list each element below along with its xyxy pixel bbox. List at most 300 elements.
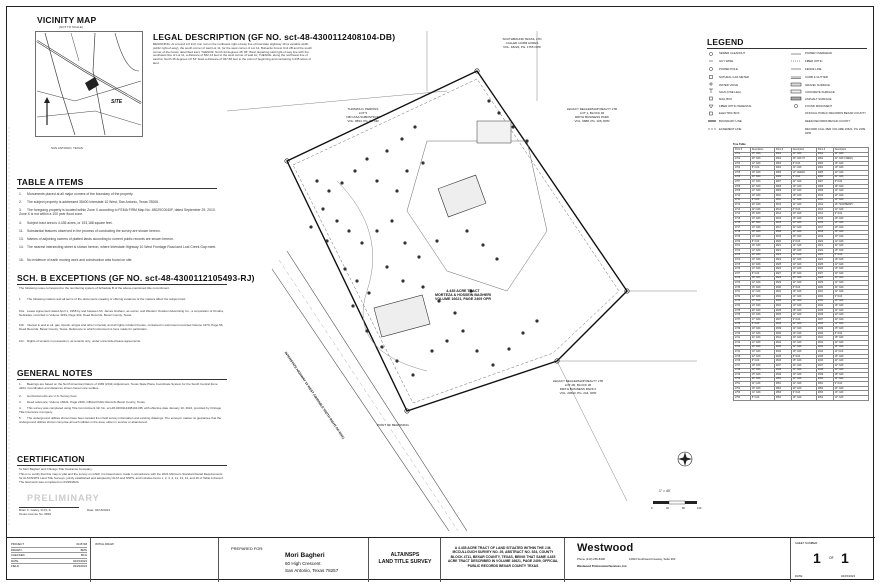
tree-table-cell: 2720 [734,239,751,244]
tree-table-cell: 16" HACKBERRY [833,203,868,208]
tree-table-cell: 2917 [816,226,833,231]
legend-item: WATER VALVE [719,83,739,87]
tree-table-cell: 10" OAK [750,304,774,309]
tree-table-cell: 14" OAK [791,203,816,208]
tree-table-cell: 2719 [734,235,751,240]
tree-table-cell: 2804 [774,166,791,171]
tree-table-cell: 8" OAK [750,166,774,171]
tree-table-cell: 2812 [774,203,791,208]
tree-table-cell: 8" OAK [833,253,868,258]
tree-table-cell: 20" OAK [750,253,774,258]
tree-table-cell: 2914 [816,212,833,217]
tree-table-cell: 9" OAK [750,359,774,364]
schedule-b-item: 10a. Lease Agreement dated April 1, 1958 by and between Mr. James Graham, as owner, and Western Outdoor Advertising Co., a corporation of Omaha, Nebraska, recorded in Volume 4159, Page 432, Deed Records, Bexar County, Texas. [19,309,224,317]
tree-table-cell: 2825 [774,262,791,267]
tree-table-cell: 2839 [774,327,791,332]
legend-item: FOUND MONUMENT [805,104,833,108]
tree-table-cell: 24" OAK [833,386,868,391]
tree-table-cell: 2942 [816,340,833,345]
tree-table-cell: 2709 [734,189,751,194]
tree-table-cell: 17" OAK [750,317,774,322]
tree-table-cell: 2932 [816,295,833,300]
tree-table-cell: 2730 [734,285,751,290]
tree-table-header: Point # [774,148,791,153]
top-right-owner-label: SOUTHBOUND TEXAS, LTD CALLED 13.893 ACRES VOL. 18222, PG. 1765 OPR [502,37,542,49]
company-address: 12603 Southwest Freeway, Suite 300 [629,557,676,561]
certification-title: CERTIFICATION [17,454,85,464]
tree-table-cell: 2836 [774,313,791,318]
tree-table-cell: 15" OAK [791,216,816,221]
tree-table-cell: 2938 [816,322,833,327]
tree-table-cell: 2726 [734,267,751,272]
tree-table-cell: 2749 [734,373,751,378]
tree-table-cell: 2954 [816,396,833,401]
certification-date: Date: 04/15/2024 [87,508,111,512]
tree-table-cell: 22" OAK [791,322,816,327]
tree-table-cell: 12" OAK [791,230,816,235]
project-info-row: FIELD 03/29/2024 [11,564,87,569]
certification-to: To Mori Bagheri and Chicago Title Insurance Company: [19,467,93,471]
tree-table-cell: 2733 [734,299,751,304]
table-a-item: 1. Monuments placed at all major corners of the boundary of the property. [19,192,134,196]
tree-table-cell: 2716 [734,221,751,226]
tree-table-cell: 14" OAK [791,244,816,249]
tree-table-cell: 12" OAK [750,161,774,166]
easement-line [293,79,619,403]
tree-table-cell: 32" OAK 3 MESQ [833,157,868,162]
tree-table-cell: 18" OAK [791,396,816,401]
tree-table-cell: 2929 [816,281,833,286]
tree-table-cell: 24" OAK [833,152,868,157]
tree-table-cell: 2838 [774,322,791,327]
tree-table-cell: 2750 [734,377,751,382]
tree-table-cell: 9" OAK [750,272,774,277]
tree-table-cell: 16" OAK [833,391,868,396]
schedule-b-item: 10c. Rights of tenants in possession, as tenants only, under unrecorded lease agreements. [19,339,142,343]
tree-table-cell: 2852 [774,386,791,391]
tree-table-cell: 16" OAK [750,285,774,290]
tree-table-cell: 2948 [816,368,833,373]
tree-table-cell: 2912 [816,203,833,208]
tree-table-cell: 2752 [734,386,751,391]
tree-table-cell: 16" OAK [833,161,868,166]
tree-table-cell: 2823 [774,253,791,258]
survey-type-block [369,538,441,582]
tree-table-cell: 2735 [734,308,751,313]
table-a-item: 4. Subject tract area is 4.435 acres, or 193,188 square feet. [19,221,113,225]
tree-table-cell: 24" OAK [833,285,868,290]
tree-table-cell: 14" OAK [750,180,774,185]
tree-table-cell: 9" OAK [833,295,868,300]
tree-table-cell: 2905 [816,170,833,175]
sheet-total: 1 [841,550,849,566]
tree-table-grid [733,147,869,401]
tree-table-cell: 16" OAK [833,230,868,235]
tree-table-cell: 2828 [774,276,791,281]
tree-table-cell: 12" OAK [791,281,816,286]
legend-item: FIBER OPTIC [805,59,823,63]
tree-table-cell: 12" OAK [833,363,868,368]
tree-table-cell: 2816 [774,221,791,226]
tree-table-cell: 10" OAK [750,226,774,231]
tree-table-cell: 2845 [774,354,791,359]
legend-item: GRAVEL SURFACE [805,83,831,87]
tree-table-cell: 2953 [816,391,833,396]
tree-table-cell: 22" OAK [791,258,816,263]
survey-type-line-1: ALTA/NSPS [390,552,420,558]
legend-item: POWER OVERHEAD [805,51,833,55]
project-info-row: DATE 04/15/2024 [11,558,87,563]
tree-table-cell: 2841 [774,336,791,341]
tree-table-cell: 2731 [734,290,751,295]
tree-table-cell: 9" OAK [791,239,816,244]
tree-table-cell: 14" OAK [833,308,868,313]
tree-table-cell: 2814 [774,212,791,217]
tree-table-cell: 16" OAK [750,345,774,350]
legend-item: CURB & GUTTER [805,75,828,79]
tree-table-cell: 9" OAK [750,198,774,203]
tree-table-cell: 2806 [774,175,791,180]
tree-table-cell: 2728 [734,276,751,281]
tree-table-cell: 2713 [734,207,751,212]
tree-table-cell: 2906 [816,175,833,180]
vicinity-city-label: SAN ANTONIO, TEXAS [51,146,83,150]
tree-table-header: Description [750,148,774,153]
tract-label: 4.435 ACRE TRACT MORTEZA & HOSSEIN BAGHERI VOLUME 16621, PAGE 2409 OPR [434,289,492,301]
tree-table-cell: 2708 [734,184,751,189]
tree-table-cell: 2833 [774,299,791,304]
tree-table-cell: 2936 [816,313,833,318]
tree-table-cell: 2819 [774,235,791,240]
tree-table-cell: 2831 [774,290,791,295]
tree-table-cell: 2815 [774,216,791,221]
tree-table-cell: 2707 [734,180,751,185]
tree-table-cell: 2907 [816,180,833,185]
tree-table-cell: 13" OAK [750,216,774,221]
table-a-item: 14. The nearest intersecting street is shown hereon, where Interstate Highway 10 West Frontage Road and Lost Creek Gap meet. [19,245,217,249]
tree-table-cell: 20" OAK [833,272,868,277]
tree-table-cell: 2710 [734,193,751,198]
tree-table-cell: 16" OAK [833,267,868,272]
tree-table-cell: 12" OAK [791,152,816,157]
tree-table-cell: 2732 [734,295,751,300]
tree-table-cell: 2754 [734,396,751,401]
tree-table-cell: 2834 [774,304,791,309]
tree-table-cell: 2813 [774,207,791,212]
project-info-row: DRAWN BMG [11,547,87,552]
tree-table-cell: 14" OAK [750,267,774,272]
tree-table-cell: 24" OAK [750,262,774,267]
tree-table-cell: 12" OAK [833,290,868,295]
tree-table-cell: 2818 [774,230,791,235]
tract-description-block [441,538,565,582]
general-note-item: 4. This survey was completed using Title Commitment GF No. sct-48-4300112408104-DB, with effective date January 10, 2024, provided by Chicago Title Insurance Company. [19,406,222,414]
tree-table-cell: 2821 [774,244,791,249]
tree-table-cell: 2950 [816,377,833,382]
tree-table-cell: 2939 [816,327,833,332]
tree-table-cell: 20" OAK [750,377,774,382]
tree-table-cell: 2803 [774,161,791,166]
tree-table [733,147,869,533]
sheet-number-label: SHEET NUMBER: [795,541,818,545]
legal-description-title: LEGAL DESCRIPTION (GF NO. sct-48-4300112408104-DB) [153,32,396,42]
tree-table-cell: 10" OAK [791,262,816,267]
tree-table-cell: 9" OAK [791,175,816,180]
tree-table-cell: 2933 [816,299,833,304]
tree-table-cell: 20" OAK [791,336,816,341]
tree-table-cell: 10" OAK [833,368,868,373]
vicinity-map-scale-note: (NOT TO SCALE) [59,25,83,29]
tree-table-cell: 2840 [774,331,791,336]
table-a-list [19,192,219,266]
tree-table-cell: 2908 [816,184,833,189]
company-subtitle: Westwood Professional Services, Inc. [577,564,628,568]
legend-item: MAIL BOX [719,97,733,101]
tree-table-cell: 15" OAK [791,272,816,277]
tree-table-cell: 2832 [774,295,791,300]
tree-table-cell: 2703 [734,161,751,166]
certification-rule [17,465,227,466]
client-name: Mori Bagheri [285,552,325,559]
general-note-item: 1. Bearings are based on the North American Datum of 1983 (2011) Adjustment, Texas State Plane Coordinate System for the South Central Zone 4204. Coordinates and distances shown hereon are surface. [19,382,218,390]
general-note-item: 2. Horizontal units are U.S. Survey Feet. [19,394,78,398]
point-of-beginning-label: POINT OF BEGINNING [377,423,409,427]
tree-table-cell: 12" OAK [833,262,868,267]
tree-table-cell: 14" OAK [833,221,868,226]
tree-table-cell: 12" OAK [750,249,774,254]
tree-table-cell: 18" OAK [750,276,774,281]
tree-table-cell: 16" OAK [791,377,816,382]
tree-table-cell: 2724 [734,258,751,263]
tree-table-cell: 2701 [734,152,751,157]
tree-table-cell: 2741 [734,336,751,341]
sheet-number: 1 [813,550,821,566]
table-a-item: 11. Substantial features observed in the process of conducting the survey are shown hereon. [19,229,161,233]
tree-table-cell: 24" OAK [791,226,816,231]
tree-table-cell: 2736 [734,313,751,318]
tree-table-cell: 22" OAK [750,354,774,359]
tree-table-cell: 10" OAK [833,198,868,203]
tree-table-cell: 2809 [774,189,791,194]
tree-table-cell: 2919 [816,235,833,240]
tree-table-cell: 15" OAK [833,327,868,332]
tree-table-cell: 2715 [734,216,751,221]
tree-table-cell: 2817 [774,226,791,231]
legend-item: FENCE LINE [805,67,822,71]
tree-table-cell: 2901 [816,152,833,157]
tree-table-cell: 26" OAK 3T [791,157,816,162]
vicinity-site-label: SITE [111,99,123,105]
sheet-of-label: OF [829,556,834,560]
tree-table-cell: 24" OAK [791,363,816,368]
tree-table-cell: 2723 [734,253,751,258]
tree-table-cell: 15" OAK [791,359,816,364]
survey-sheet [6,6,874,580]
tree-table-cell: 2849 [774,373,791,378]
tract-description: A 4.435 ACRE TRACT OF LAND SITUATED WITHIN THE J.M. MCCULLOUCH SURVEY NO. 29, ABSTRACT NO. 524, COUNTY BLOCK 4711, BEXAR COUNTY, TEXAS, BEING THAT SAME 4.435 ACRE TRACT DESCRIBED IN VOLUME 16621, PAGE 2409, OFFICIAL PUBLIC RECORDS BEXAR COUNTY TEXAS [447,546,559,568]
tree-table-cell: 12" OAK [791,345,816,350]
tree-table-cell: 9" OAK [833,212,868,217]
tree-table-cell: 2915 [816,216,833,221]
legend-item: NATURAL GAS METER [719,75,749,79]
tree-table-cell: 2911 [816,198,833,203]
tree-table-cell: 8" OAK [750,239,774,244]
legend-item: BOUNDARY LINE [719,119,742,123]
tree-table-cell: 2721 [734,244,751,249]
tree-table-cell: 20" OAK [750,157,774,162]
tree-table-cell: 10" OAK [791,189,816,194]
tree-table-cell: 2712 [734,203,751,208]
tree-table-cell: 2943 [816,345,833,350]
tree-table-cell: 2940 [816,331,833,336]
vicinity-map-title: VICINITY MAP [37,15,97,25]
tree-table-cell: 2931 [816,290,833,295]
tree-table-cell: 2704 [734,166,751,171]
tree-table-header: Description [833,148,868,153]
scale-text: 1" = 40' [659,489,671,493]
legend-item: ELECTRIC BOX [719,111,740,115]
vicinity-map [35,31,143,137]
legend-item: POWER POLE [719,67,738,71]
table-a-item: 2. The subject property is addressed 35400 Interstate 10 West, San Antonio, Texas 78006. [19,200,160,204]
project-info-row: PROJECT 0115748 [11,542,87,546]
tree-table-cell: 20" OAK [833,359,868,364]
general-notes-title: GENERAL NOTES [17,368,93,378]
legend-item: ASPHALT SURFACE [805,97,832,101]
tree-table-cell: 18" OAK [750,230,774,235]
tree-table-cell: 2811 [774,198,791,203]
preliminary-stamp: PRELIMINARY [27,493,100,503]
tree-table-cell: 10" OAK [750,175,774,180]
tree-table-cell: 24" OAK [750,184,774,189]
tree-table-cell: 2714 [734,212,751,217]
southeast-owner-label: LEGACY DEALERSHIP REALTY LTD LOT 2R, BLOCK 36 DRITH BUSINESS PARK II VOL. 20643, PG. 244, OPR [552,379,604,395]
sheet-date: 04/15/2024 [841,574,855,578]
tree-table-cell: 8" OAK [791,354,816,359]
tree-table-cell: 2830 [774,285,791,290]
tree-table-cell: 2820 [774,239,791,244]
table-a-item: 3. The foregoing property is located within Zone X according to FEMA FIRM Map No. 48029C0040F, dated September 29, 2010. Zone X is not within a 100 year flood zone. [19,208,216,217]
tree-table-cell: 10" OAK [833,235,868,240]
tree-table-cell: 2944 [816,350,833,355]
tree-table-cell: 9" OAK [791,391,816,396]
initial-draw-label: INITIAL DRAW [95,542,114,546]
general-notes-list [19,383,224,431]
tree-table-cell: 14" OAK [791,368,816,373]
tree-table-cell: 10" OAK [833,313,868,318]
tree-table-cell: 10" OAK [791,373,816,378]
tree-table-cell: 22" OAK [750,221,774,226]
tree-table-cell: 2945 [816,354,833,359]
tree-table-cell: 2941 [816,336,833,341]
table-a-item: 13. Names of adjoining owners of platted lands according to current public records are shown hereon. [19,237,174,241]
tree-table-cell: 2846 [774,359,791,364]
tree-table-cell: 13" OAK [791,267,816,272]
tree-table-cell: 2837 [774,317,791,322]
tree-table-cell: 2924 [816,258,833,263]
tree-table-cell: 2722 [734,249,751,254]
tree-table-cell: 18" OAK [833,184,868,189]
tree-table-cell: 15" OAK [750,152,774,157]
tree-table-cell: 2711 [734,198,751,203]
revision-block [91,538,219,582]
tree-table-cell: 2718 [734,230,751,235]
tree-table-cell: 12" OAK [750,189,774,194]
tree-table-cell: 16" OAK [833,304,868,309]
tree-table-cell: 2808 [774,184,791,189]
tree-table-cell: 2927 [816,272,833,277]
tree-table-cell: 2805 [774,170,791,175]
tree-table-cell: 14" OAK [750,340,774,345]
tree-table-cell: 22" OAK [750,295,774,300]
tree-table-cell: 9" OAK [791,317,816,322]
legend-rule [707,48,867,49]
tree-table-cell: 11" OAK [750,382,774,387]
tree-table-cell: 2829 [774,281,791,286]
company-logo: Westwood [577,542,634,554]
schedule-b-item: 10b. Interest in and to oil, gas, liquids, all gas and other minerals, and all rights incident thereto, contained in instrument recorded Volume 4470, Page 56, Deed Records, Bexar County, Texas. Reference to which instrument is here made for particulars. [19,323,224,331]
tree-table-cell: 20" OAK [791,212,816,217]
tree-table-cell: 2913 [816,207,833,212]
tree-table-cell: 2737 [734,317,751,322]
tree-table-cell: 2934 [816,304,833,309]
tree-table-cell: 10" OAK [750,350,774,355]
tree-table-cell: 20" OAK [750,308,774,313]
tree-table-cell: 2742 [734,340,751,345]
tree-table-cell: 11" OAK [750,207,774,212]
tree-table-cell: 16" OAK [750,193,774,198]
tree-table-cell: 11" OAK [750,290,774,295]
tree-table-cell: 2827 [774,272,791,277]
survey-type-line-2: LAND TITLE SURVEY [378,559,432,565]
tree-table-cell: 2801 [774,152,791,157]
tree-table-cell: 2935 [816,308,833,313]
tree-table-cell: 14" OAK [791,327,816,332]
tree-table-cell: 15" OAK [833,249,868,254]
tree-table-cell: 20" OAK [833,170,868,175]
tree-table-cell: 12" OAK [791,313,816,318]
project-info [7,538,91,582]
tree-table-cell: 19" OAK [750,327,774,332]
tree-table-cell: 12" OAK [750,368,774,373]
tree-table-cell: 2747 [734,363,751,368]
tree-table-cell: 2826 [774,267,791,272]
legend-item: DEED RECORDS BEXAR COUNTY [805,119,851,123]
tree-table-cell: 2847 [774,363,791,368]
tree-table-cell: 12" OAK [833,175,868,180]
tree-table-cell: 20" OAK [833,226,868,231]
tree-table-cell: 15" OAK [750,212,774,217]
tree-table-cell: 2824 [774,258,791,263]
tree-table-cell: 12" OAK [833,207,868,212]
tree-table-cell: 2843 [774,345,791,350]
tree-table-cell: 2851 [774,382,791,387]
tree-table-cell: 18" OAK [833,299,868,304]
tree-table-cell: 18" OAK [750,170,774,175]
tree-table-cell: 8" OAK [791,285,816,290]
tree-table-cell: 2903 [816,161,833,166]
tree-table-cell: 2909 [816,189,833,194]
tree-table-cell: 16" OAK [791,184,816,189]
schedule-b-list [19,298,224,348]
schedule-b-title: SCH. B EXCEPTIONS (GF NO. sct-48-4300112105493-RJ) [17,273,255,283]
tree-table-cell: 2910 [816,193,833,198]
tree-table-cell: 11" OAK [833,350,868,355]
tree-table-cell: 16" OAK [791,331,816,336]
tree-table-cell: 2702 [734,157,751,162]
tree-table-cell: 18" OAK [791,308,816,313]
tree-table-cell: 12" OAK [791,382,816,387]
